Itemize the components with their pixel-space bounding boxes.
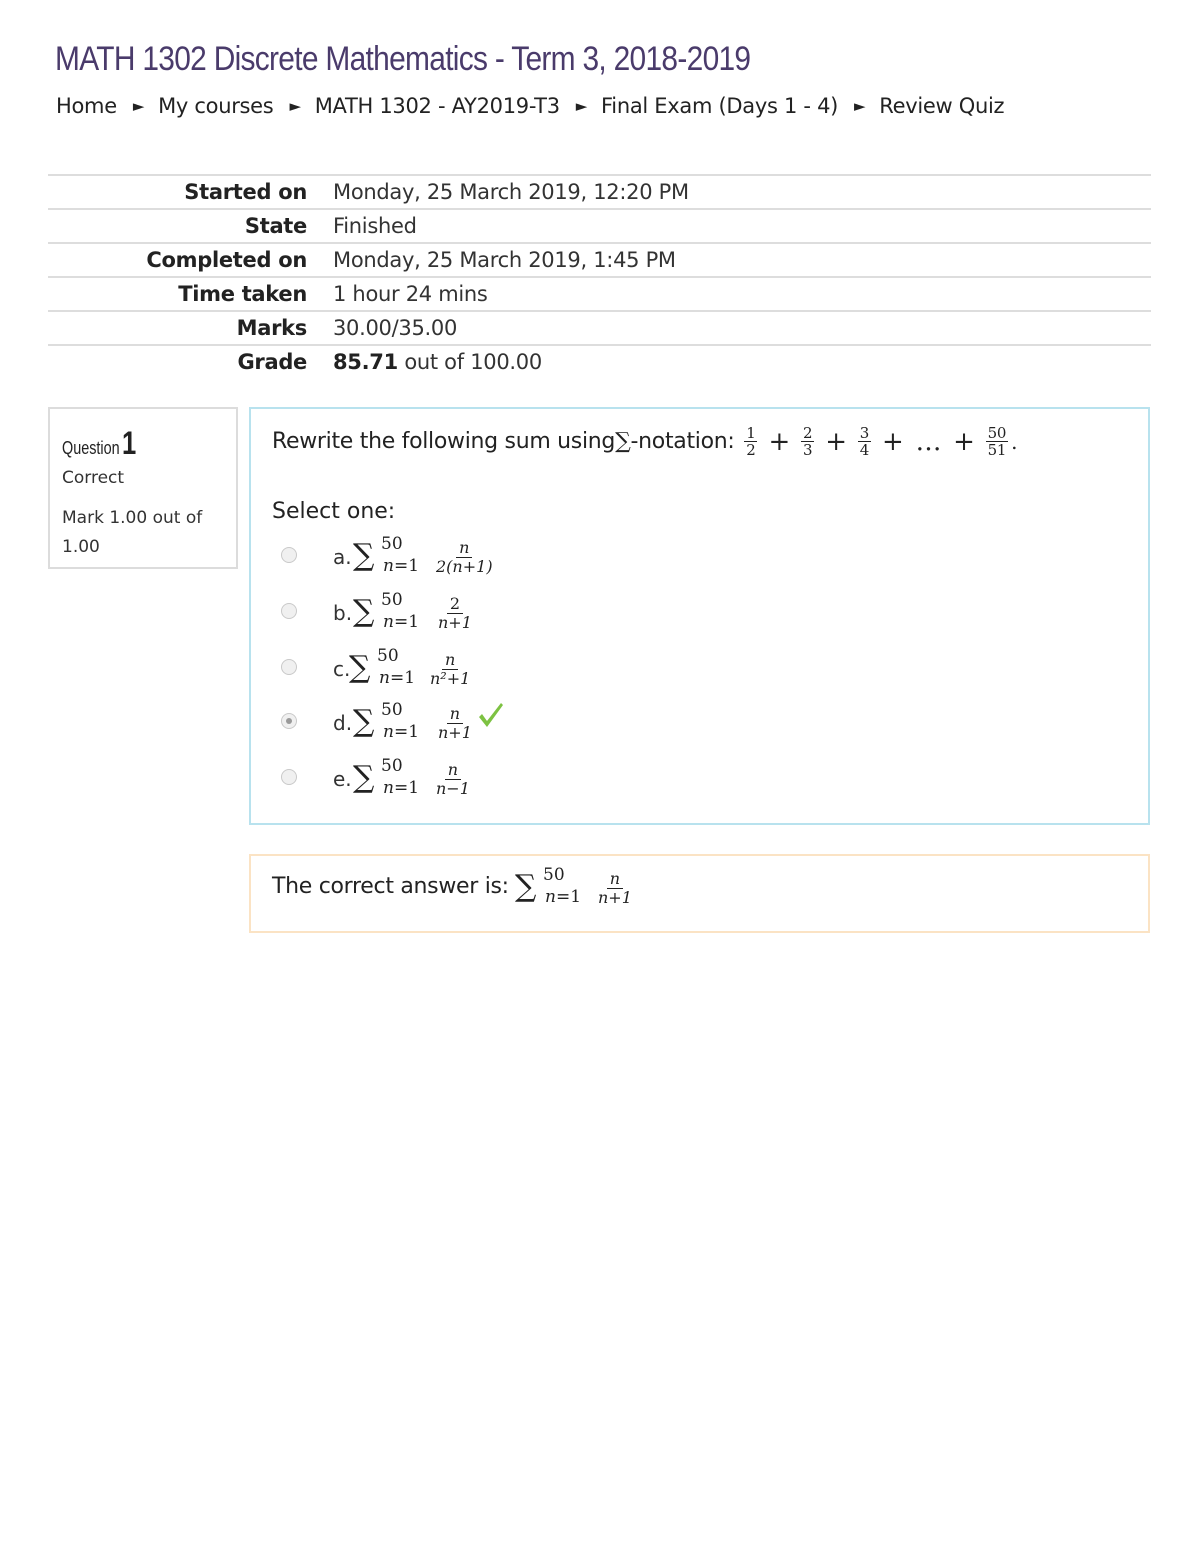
breadcrumb-final-exam[interactable]: Final Exam (Days 1 - 4)	[601, 94, 839, 118]
lower-limit	[383, 613, 419, 631]
summary-label: Completed on	[146, 248, 307, 272]
index-start: =1	[393, 612, 420, 632]
summary-row-started-on	[48, 176, 1151, 210]
correct-answer-expression	[515, 866, 715, 910]
question-text	[272, 425, 1017, 458]
breadcrumb-arrow-icon: ►	[132, 97, 145, 115]
option-fraction	[433, 761, 473, 798]
lower-limit	[545, 888, 581, 906]
frac-denominator: 3	[802, 441, 813, 459]
frac-denominator: n−1	[436, 779, 470, 798]
quiz-summary-table	[48, 174, 1151, 378]
question-text-before: Rewrite the following sum using	[272, 429, 616, 454]
select-one-prompt: Select one:	[272, 499, 396, 524]
option-letter: d.	[333, 711, 353, 735]
page-title: MATH 1302 Discrete Mathematics - Term 3, 2018-2019	[55, 40, 751, 78]
summary-row-state	[48, 210, 1151, 244]
frac-denominator: 2	[746, 441, 756, 459]
breadcrumb-review-quiz[interactable]: Review Quiz	[879, 94, 1005, 118]
breadcrumb-arrow-icon: ►	[575, 97, 588, 115]
option-a[interactable]	[279, 535, 679, 579]
index-var: n	[379, 668, 390, 688]
question-number-value: 1	[122, 425, 137, 461]
option-fraction	[435, 595, 475, 632]
grade-out-of: out of 100.00	[397, 350, 542, 374]
lower-limit	[383, 557, 419, 575]
summary-row-grade	[48, 346, 1151, 378]
breadcrumb-home[interactable]: Home	[56, 94, 117, 118]
summary-value: Finished	[333, 214, 417, 238]
index-var: n	[545, 887, 556, 907]
option-d[interactable]	[279, 701, 679, 745]
index-var: n	[383, 556, 394, 576]
frac-denominator: 51	[987, 441, 1007, 459]
index-start: =1	[393, 778, 420, 798]
upper-limit: 50	[381, 756, 403, 776]
option-letter: b.	[333, 601, 353, 625]
upper-limit: 50	[381, 700, 403, 720]
option-expression	[349, 647, 549, 691]
frac-numerator: 50	[987, 424, 1007, 442]
upper-limit: 50	[543, 865, 565, 885]
option-c[interactable]	[279, 647, 679, 691]
sigma-symbol: ∑	[353, 538, 375, 573]
index-start: =1	[555, 887, 582, 907]
radio-option-e[interactable]	[281, 769, 297, 785]
plus-sign: +	[881, 426, 904, 457]
option-e[interactable]	[279, 757, 679, 801]
sigma-symbol: ∑	[615, 429, 631, 454]
index-var: n	[383, 722, 394, 742]
correct-answer-text: The correct answer is:	[272, 874, 509, 899]
question-info-box	[48, 407, 238, 569]
radio-option-b[interactable]	[281, 603, 297, 619]
frac-denominator: n+1	[438, 613, 472, 632]
summary-label: Time taken	[178, 282, 307, 306]
summary-label: Started on	[184, 180, 307, 204]
frac-numerator: 2	[447, 595, 463, 614]
summary-label: Grade	[237, 350, 307, 374]
breadcrumb	[56, 94, 1004, 118]
series-term	[986, 425, 1009, 458]
summary-value: Monday, 25 March 2019, 1:45 PM	[333, 248, 676, 272]
frac-denominator: n+1	[438, 723, 472, 742]
summary-value: 1 hour 24 mins	[333, 282, 488, 306]
plus-sign: +	[825, 426, 847, 457]
question-prefix: Question	[62, 438, 120, 458]
radio-option-c[interactable]	[281, 659, 297, 675]
frac-numerator: n	[447, 705, 463, 724]
correct-check-icon	[477, 701, 505, 731]
radio-option-d[interactable]	[281, 713, 297, 729]
option-letter: c.	[333, 657, 351, 681]
breadcrumb-arrow-icon: ►	[289, 97, 301, 115]
frac-numerator: 1	[746, 424, 756, 442]
series-end: .	[1011, 429, 1018, 454]
option-expression	[353, 535, 553, 579]
sigma-symbol: ∑	[353, 760, 375, 795]
summary-value: 30.00/35.00	[333, 316, 458, 340]
ellipsis: …	[915, 426, 942, 457]
series-term	[858, 425, 871, 458]
option-b[interactable]	[279, 591, 679, 635]
sigma-symbol: ∑	[353, 594, 375, 629]
upper-limit: 50	[381, 534, 403, 554]
option-expression	[353, 701, 553, 745]
feedback-box	[249, 854, 1150, 933]
frac-numerator: n	[456, 539, 472, 558]
series-term	[801, 425, 814, 458]
breadcrumb-my-courses[interactable]: My courses	[158, 94, 274, 118]
frac-numerator: n	[442, 651, 458, 670]
summary-row-completed-on	[48, 244, 1151, 278]
question-state: Correct	[62, 468, 125, 488]
frac-denominator: 4	[859, 441, 869, 459]
question-text-after: -notation:	[630, 429, 742, 454]
index-start: =1	[393, 556, 420, 576]
upper-limit: 50	[381, 590, 403, 610]
frac-numerator: 3	[859, 424, 869, 442]
question-content-box	[249, 407, 1150, 825]
plus-sign: +	[953, 426, 975, 457]
option-fraction	[427, 651, 473, 688]
question-number	[62, 425, 192, 462]
summary-value: Monday, 25 March 2019, 12:20 PM	[333, 180, 689, 204]
option-letter: a.	[333, 545, 352, 569]
frac-numerator: n	[445, 761, 461, 780]
frac-denominator: n+1	[598, 888, 632, 907]
series-term	[744, 425, 757, 458]
option-letter: e.	[333, 767, 352, 791]
radio-option-a[interactable]	[281, 547, 297, 563]
frac-numerator: n	[607, 870, 623, 889]
frac-denominator: n²+1	[430, 669, 471, 688]
summary-value	[307, 350, 542, 374]
summary-label: Marks	[236, 316, 307, 340]
option-expression	[353, 591, 553, 635]
index-var: n	[383, 612, 394, 632]
lower-limit	[383, 723, 419, 741]
sigma-symbol: ∑	[353, 704, 375, 739]
index-start: =1	[393, 722, 420, 742]
option-expression	[353, 757, 553, 801]
plus-sign: +	[768, 426, 790, 457]
lower-limit	[379, 669, 415, 687]
answer-fraction	[595, 870, 635, 907]
frac-numerator: 2	[802, 424, 813, 442]
summary-row-time-taken	[48, 278, 1151, 312]
summary-label: State	[244, 214, 307, 238]
option-fraction	[435, 705, 475, 742]
summary-row-marks	[48, 312, 1151, 346]
sigma-symbol: ∑	[515, 869, 537, 904]
frac-denominator: 2(n+1)	[436, 557, 493, 576]
option-fraction	[433, 539, 496, 576]
upper-limit: 50	[377, 646, 399, 666]
grade-score: 85.71	[333, 350, 398, 374]
breadcrumb-course[interactable]: MATH 1302 - AY2019-T3	[314, 94, 560, 118]
breadcrumb-arrow-icon: ►	[854, 97, 866, 115]
lower-limit	[383, 779, 419, 797]
index-start: =1	[389, 668, 416, 688]
index-var: n	[383, 778, 394, 798]
sigma-symbol: ∑	[349, 650, 371, 685]
question-mark: Mark 1.00 out of 1.00	[62, 508, 203, 557]
